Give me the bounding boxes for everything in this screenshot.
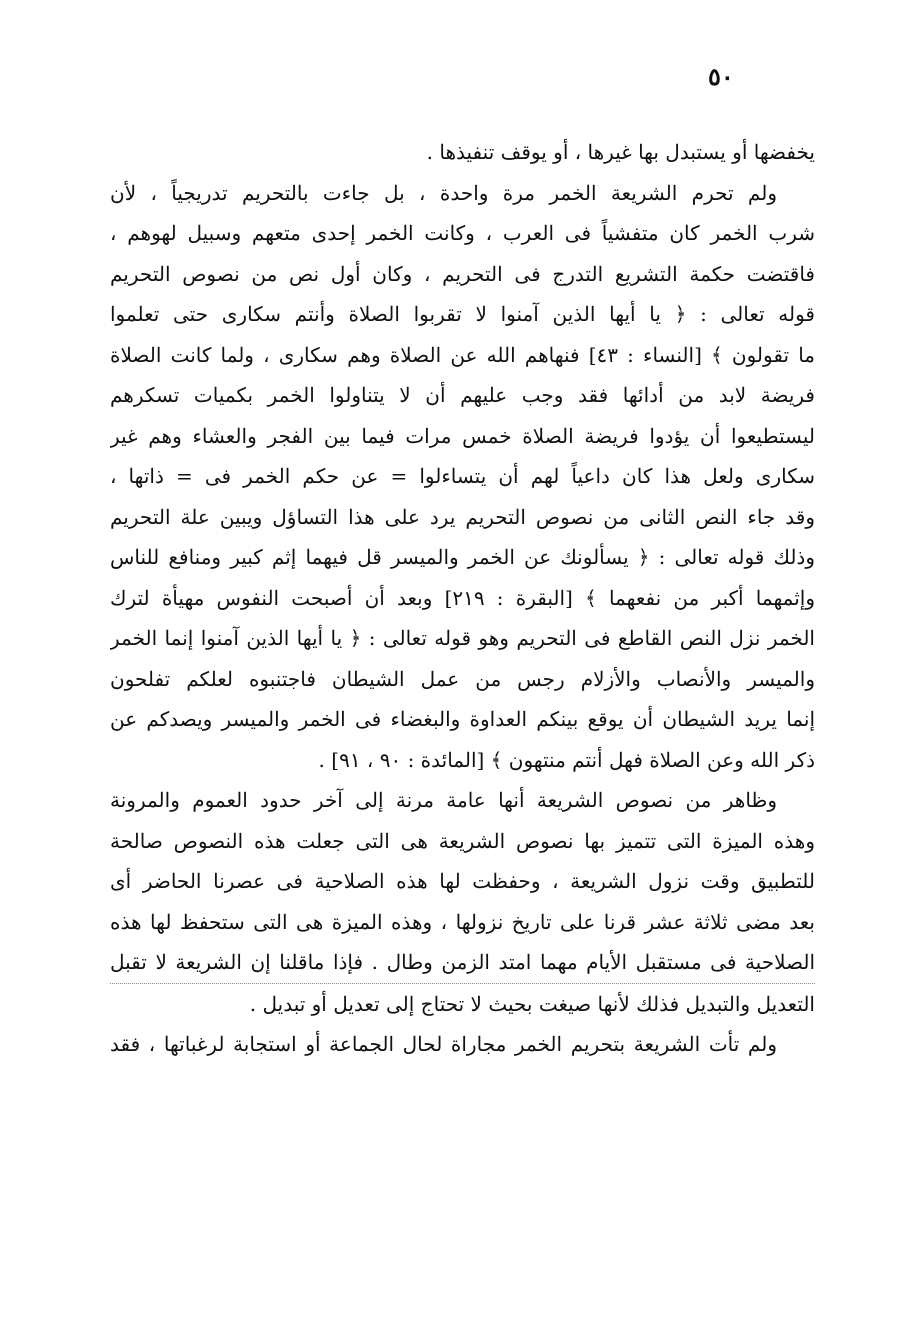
text-line: ذكر الله وعن الصلاة فهل أنتم منتهون ﴾ [المائدة : ٩٠ ، ٩١] .	[318, 747, 815, 772]
text-line: بعد مضى ثلاثة عشر قرنا على تاريخ نزولها ، وهذه الميزة هى التى ستحفظ لها هذه	[110, 909, 815, 934]
text-line: وظاهر من نصوص الشريعة أنها عامة مرنة إلى آخر حدود العموم والمرونة	[110, 788, 777, 812]
text-line: ليستطيعوا أن يؤدوا فريضة الصلاة خمس مرات فيما بين الفجر والعشاء وهم غير	[110, 423, 815, 448]
text-line: ولم تأت الشريعة بتحريم الخمر مجاراة لحال الجماعة أو استجابة لرغباتها ، فقد	[110, 1032, 777, 1056]
text-line: للتطبيق وقت نزول الشريعة ، وحفظت لها هذه الصلاحية فى عصرنا الحاضر أى	[110, 869, 815, 893]
text-line: وقد جاء النص الثانى من نصوص التحريم يرد على هذا التساؤل ويبين علة التحريم	[110, 504, 815, 529]
text-line: التعديل والتبديل فذلك لأنها صيغت بحيث لا تحتاج إلى تعديل أو تبديل .	[249, 991, 815, 1016]
text-line: الصلاحية فى مستقبل الأيام مهما امتد الزمن وطال . فإذا ماقلنا إن الشريعة لا تقبل	[110, 942, 815, 984]
text-line: ما تقولون ﴾ [النساء : ٤٣] فنهاهم الله عن الصلاة وهم سكارى ، ولما كانت الصلاة	[110, 342, 815, 367]
text-line: إنما يريد الشيطان أن يوقع بينكم العداوة والبغضاء فى الخمر والميسر ويصدكم عن	[110, 707, 815, 731]
text-line: قوله تعالى : ﴿ يا أيها الذين آمنوا لا تقربوا الصلاة وأنتم سكارى حتى تعلموا	[110, 302, 815, 326]
text-line: سكارى ولعل هذا كان داعياً لهم أن يتساءلوا = عن حكم الخمر فى = ذاتها ،	[110, 464, 815, 488]
page-number: ٥٠	[708, 62, 734, 91]
text-line: يخفضها أو يستبدل بها غيرها ، أو يوقف تنفيذها .	[426, 140, 815, 164]
text-line: فريضة لابد من أدائها فقد وجب عليهم أن لا يتناولوا الخمر بكميات تسكرهم	[110, 383, 815, 407]
text-line: فاقتضت حكمة التشريع التدرج فى التحريم ، وكان أول نص من نصوص التحريم	[110, 261, 815, 286]
text-line: الخمر نزل النص القاطع فى التحريم وهو قوله تعالى : ﴿ يا أيها الذين آمنوا إنما الخمر	[110, 626, 815, 650]
body-text	[110, 132, 815, 1065]
text-line: شرب الخمر كان متفشياً فى العرب ، وكانت الخمر إحدى متعهم وسبيل لهوهم ،	[110, 221, 815, 245]
text-line: وذلك قوله تعالى : ﴿ يسألونك عن الخمر والميسر قل فيهما إثم كبير ومنافع للناس	[110, 545, 815, 569]
text-line: والميسر والأنصاب والأزلام رجس من عمل الشيطان فاجتنبوه لعلكم تفلحون	[110, 666, 815, 691]
text-line: وإثمهما أكبر من نفعهما ﴾ [البقرة : ٢١٩] وبعد أن أصبحت النفوس مهيأة لترك	[110, 585, 815, 610]
text-line: ولم تحرم الشريعة الخمر مرة واحدة ، بل جاءت بالتحريم تدريجياً ، لأن	[110, 180, 777, 205]
text-line: وهذه الميزة التى تتميز بها نصوص الشريعة هى التى جعلت هذه النصوص صالحة	[110, 828, 815, 853]
